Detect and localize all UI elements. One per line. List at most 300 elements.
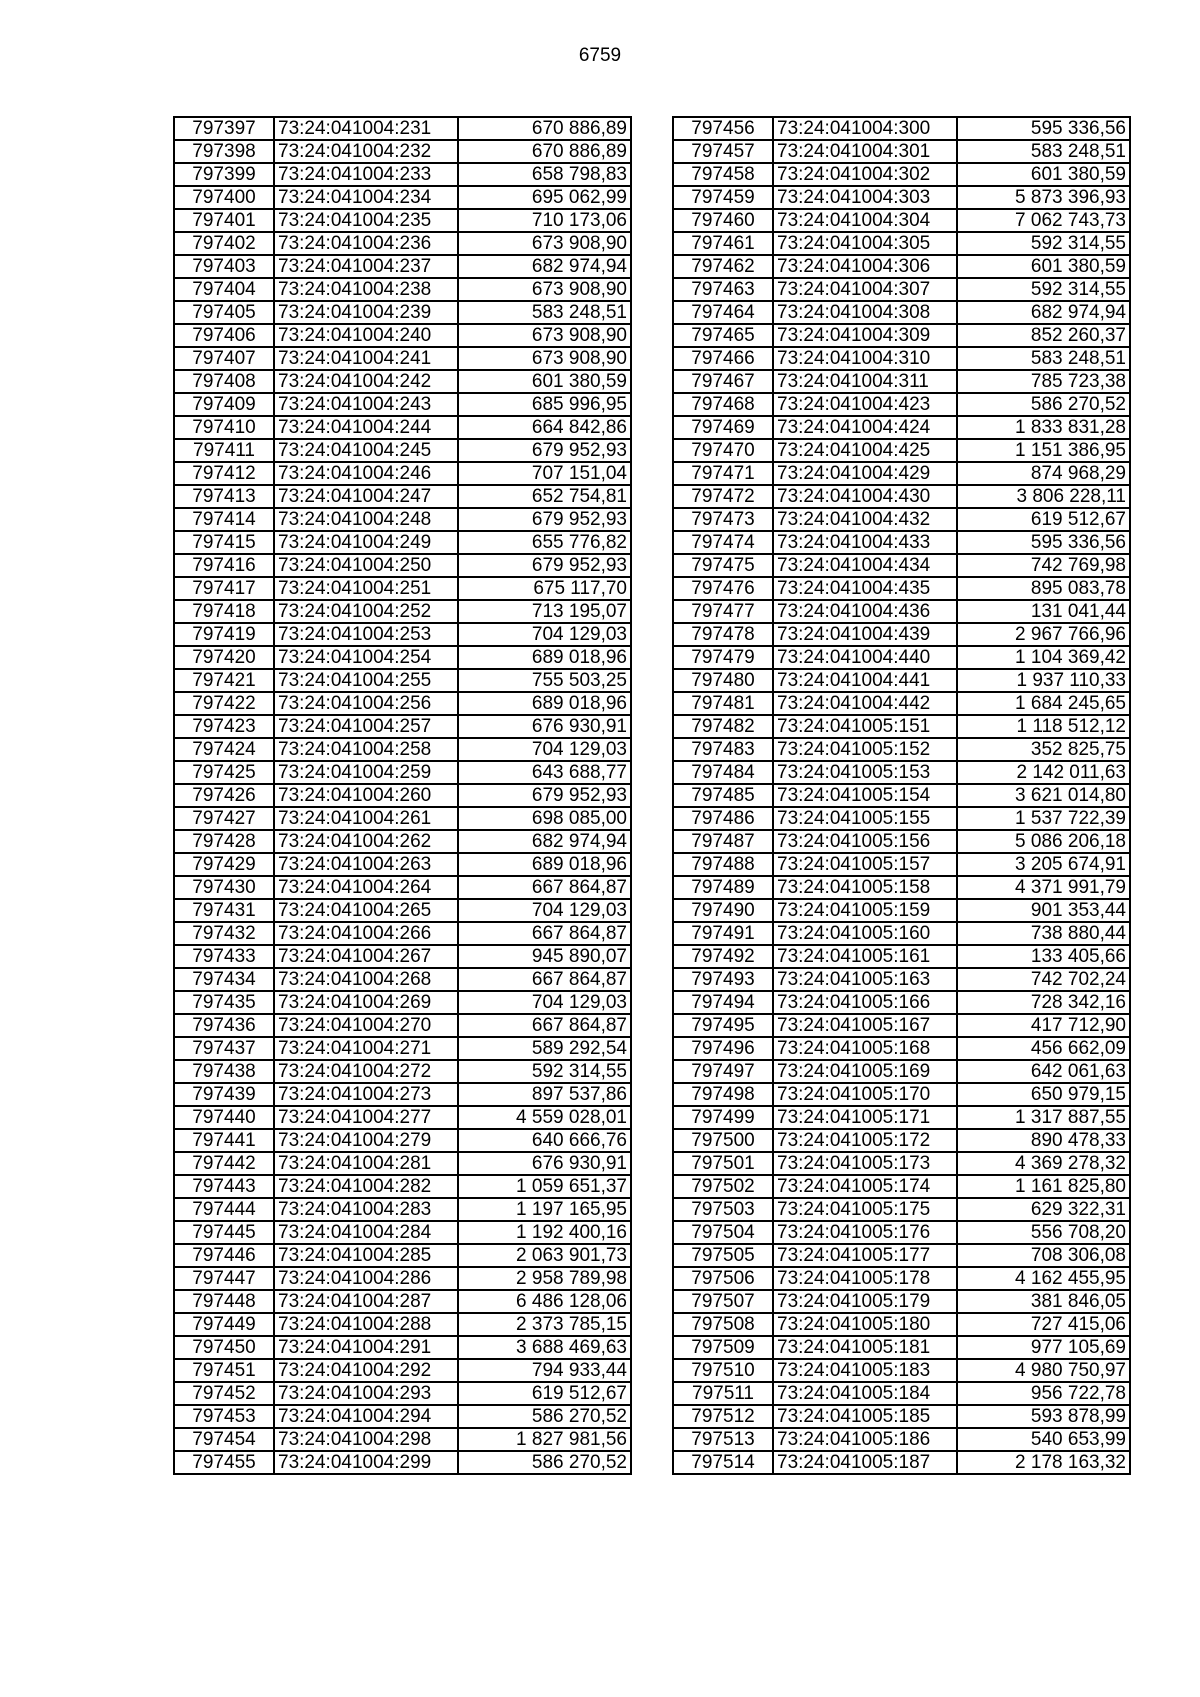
cadastral-value-cell: 583 248,51: [957, 347, 1130, 370]
cadastral-value-cell: 5 086 206,18: [957, 830, 1130, 853]
cadastral-number-cell: 73:24:041004:430: [773, 485, 957, 508]
cadastral-value-cell: 593 878,99: [957, 1405, 1130, 1428]
cadastral-value-cell: 5 873 396,93: [957, 186, 1130, 209]
table-row: [174, 117, 631, 140]
record-number-cell: 797423: [174, 715, 274, 738]
record-number-cell: 797411: [174, 439, 274, 462]
record-number-cell: 797428: [174, 830, 274, 853]
cadastral-value-cell: 667 864,87: [458, 968, 631, 991]
record-number-cell: 797424: [174, 738, 274, 761]
table-row: [673, 508, 1130, 531]
cadastral-number-cell: 73:24:041004:441: [773, 669, 957, 692]
cadastral-value-cell: 727 415,06: [957, 1313, 1130, 1336]
cadastral-number-cell: 73:24:041005:174: [773, 1175, 957, 1198]
cadastral-number-cell: 73:24:041004:283: [274, 1198, 458, 1221]
record-number-cell: 797502: [673, 1175, 773, 1198]
table-row: [174, 761, 631, 784]
record-number-cell: 797483: [673, 738, 773, 761]
record-number-cell: 797453: [174, 1405, 274, 1428]
table-row: [673, 991, 1130, 1014]
cadastral-number-cell: 73:24:041004:234: [274, 186, 458, 209]
record-number-cell: 797442: [174, 1152, 274, 1175]
table-row: [174, 830, 631, 853]
cadastral-number-cell: 73:24:041004:255: [274, 669, 458, 692]
record-number-cell: 797479: [673, 646, 773, 669]
record-number-cell: 797425: [174, 761, 274, 784]
cadastral-number-cell: 73:24:041004:439: [773, 623, 957, 646]
cadastral-number-cell: 73:24:041004:291: [274, 1336, 458, 1359]
table-row: [174, 416, 631, 439]
table-row: [174, 255, 631, 278]
cadastral-value-cell: 2 178 163,32: [957, 1451, 1130, 1474]
cadastral-number-cell: 73:24:041004:303: [773, 186, 957, 209]
table-row: [174, 600, 631, 623]
cadastral-number-cell: 73:24:041005:152: [773, 738, 957, 761]
cadastral-value-cell: 595 336,56: [957, 117, 1130, 140]
record-number-cell: 797454: [174, 1428, 274, 1451]
cadastral-value-cell: 673 908,90: [458, 278, 631, 301]
cadastral-value-cell: 738 880,44: [957, 922, 1130, 945]
cadastral-number-cell: 73:24:041004:247: [274, 485, 458, 508]
record-number-cell: 797478: [673, 623, 773, 646]
cadastral-number-cell: 73:24:041004:246: [274, 462, 458, 485]
cadastral-value-cell: 667 864,87: [458, 1014, 631, 1037]
cadastral-value-cell: 689 018,96: [458, 853, 631, 876]
cadastral-value-cell: 589 292,54: [458, 1037, 631, 1060]
cadastral-value-cell: 1 684 245,65: [957, 692, 1130, 715]
cadastral-value-cell: 679 952,93: [458, 784, 631, 807]
cadastral-number-cell: 73:24:041004:248: [274, 508, 458, 531]
record-number-cell: 797471: [673, 462, 773, 485]
cadastral-value-cell: 352 825,75: [957, 738, 1130, 761]
table-row: [174, 485, 631, 508]
record-number-cell: 797456: [673, 117, 773, 140]
cadastral-value-cell: 682 974,94: [458, 255, 631, 278]
table-row: [673, 1244, 1130, 1267]
cadastral-value-cell: 4 980 750,97: [957, 1359, 1130, 1382]
table-row: [174, 1244, 631, 1267]
record-number-cell: 797397: [174, 117, 274, 140]
record-number-cell: 797449: [174, 1313, 274, 1336]
table-row: [174, 140, 631, 163]
record-number-cell: 797512: [673, 1405, 773, 1428]
cadastral-number-cell: 73:24:041004:307: [773, 278, 957, 301]
cadastral-value-cell: 1 151 386,95: [957, 439, 1130, 462]
cadastral-number-cell: 73:24:041004:277: [274, 1106, 458, 1129]
cadastral-number-cell: 73:24:041004:269: [274, 991, 458, 1014]
cadastral-number-cell: 73:24:041005:181: [773, 1336, 957, 1359]
cadastral-number-cell: 73:24:041004:249: [274, 531, 458, 554]
table-row: [673, 163, 1130, 186]
table-row: [673, 232, 1130, 255]
record-number-cell: 797482: [673, 715, 773, 738]
record-number-cell: 797444: [174, 1198, 274, 1221]
table-row: [673, 462, 1130, 485]
record-number-cell: 797484: [673, 761, 773, 784]
record-number-cell: 797462: [673, 255, 773, 278]
cadastral-number-cell: 73:24:041004:442: [773, 692, 957, 715]
cadastral-number-cell: 73:24:041004:259: [274, 761, 458, 784]
record-number-cell: 797437: [174, 1037, 274, 1060]
cadastral-number-cell: 73:24:041005:167: [773, 1014, 957, 1037]
cadastral-value-cell: 1 118 512,12: [957, 715, 1130, 738]
record-number-cell: 797499: [673, 1106, 773, 1129]
cadastral-number-cell: 73:24:041004:429: [773, 462, 957, 485]
record-number-cell: 797418: [174, 600, 274, 623]
table-row: [174, 899, 631, 922]
record-number-cell: 797421: [174, 669, 274, 692]
table-row: [673, 1359, 1130, 1382]
cadastral-number-cell: 73:24:041004:253: [274, 623, 458, 646]
cadastral-number-cell: 73:24:041005:187: [773, 1451, 957, 1474]
cadastral-number-cell: 73:24:041004:251: [274, 577, 458, 600]
cadastral-number-cell: 73:24:041005:157: [773, 853, 957, 876]
record-number-cell: 797433: [174, 945, 274, 968]
cadastral-number-cell: 73:24:041004:304: [773, 209, 957, 232]
table-row: [174, 1382, 631, 1405]
table-row: [174, 738, 631, 761]
table-row: [174, 1267, 631, 1290]
record-number-cell: 797401: [174, 209, 274, 232]
record-number-cell: 797486: [673, 807, 773, 830]
record-number-cell: 797495: [673, 1014, 773, 1037]
cadastral-value-cell: 670 886,89: [458, 117, 631, 140]
table-row: [673, 1152, 1130, 1175]
table-row: [673, 531, 1130, 554]
table-row: [673, 393, 1130, 416]
cadastral-value-cell: 874 968,29: [957, 462, 1130, 485]
cadastral-value-cell: 679 952,93: [458, 554, 631, 577]
record-number-cell: 797399: [174, 163, 274, 186]
cadastral-value-cell: 7 062 743,73: [957, 209, 1130, 232]
cadastral-value-cell: 2 142 011,63: [957, 761, 1130, 784]
table-row: [673, 807, 1130, 830]
cadastral-number-cell: 73:24:041004:440: [773, 646, 957, 669]
table-row: [673, 1405, 1130, 1428]
table-row: [673, 876, 1130, 899]
table-row: [174, 531, 631, 554]
table-row: [174, 807, 631, 830]
record-number-cell: 797432: [174, 922, 274, 945]
cadastral-value-cell: 652 754,81: [458, 485, 631, 508]
table-row: [673, 784, 1130, 807]
cadastral-value-cell: 901 353,44: [957, 899, 1130, 922]
record-number-cell: 797506: [673, 1267, 773, 1290]
record-number-cell: 797419: [174, 623, 274, 646]
cadastral-number-cell: 73:24:041005:158: [773, 876, 957, 899]
record-number-cell: 797488: [673, 853, 773, 876]
record-number-cell: 797498: [673, 1083, 773, 1106]
cadastral-number-cell: 73:24:041004:424: [773, 416, 957, 439]
table-row: [673, 715, 1130, 738]
cadastral-value-cell: 2 373 785,15: [458, 1313, 631, 1336]
record-number-cell: 797440: [174, 1106, 274, 1129]
table-row: [673, 1382, 1130, 1405]
cadastral-value-cell: 710 173,06: [458, 209, 631, 232]
record-number-cell: 797489: [673, 876, 773, 899]
cadastral-number-cell: 73:24:041005:159: [773, 899, 957, 922]
cadastral-number-cell: 73:24:041004:282: [274, 1175, 458, 1198]
cadastral-number-cell: 73:24:041005:186: [773, 1428, 957, 1451]
cadastral-number-cell: 73:24:041005:184: [773, 1382, 957, 1405]
record-number-cell: 797463: [673, 278, 773, 301]
record-number-cell: 797469: [673, 416, 773, 439]
table-row: [673, 853, 1130, 876]
cadastral-number-cell: 73:24:041004:292: [274, 1359, 458, 1382]
record-number-cell: 797455: [174, 1451, 274, 1474]
record-number-cell: 797441: [174, 1129, 274, 1152]
table-row: [673, 1175, 1130, 1198]
table-row: [673, 577, 1130, 600]
table-row: [174, 163, 631, 186]
table-row: [673, 738, 1130, 761]
cadastral-number-cell: 73:24:041004:302: [773, 163, 957, 186]
table-row: [673, 416, 1130, 439]
record-number-cell: 797491: [673, 922, 773, 945]
cadastral-number-cell: 73:24:041005:151: [773, 715, 957, 738]
cadastral-value-cell: 1 192 400,16: [458, 1221, 631, 1244]
cadastral-value-cell: 640 666,76: [458, 1129, 631, 1152]
record-number-cell: 797513: [673, 1428, 773, 1451]
record-number-cell: 797457: [673, 140, 773, 163]
record-number-cell: 797414: [174, 508, 274, 531]
cadastral-value-cell: 685 996,95: [458, 393, 631, 416]
table-row: [673, 761, 1130, 784]
cadastral-value-cell: 1 197 165,95: [458, 1198, 631, 1221]
cadastral-number-cell: 73:24:041005:156: [773, 830, 957, 853]
table-row: [174, 347, 631, 370]
cadastral-value-cell: 601 380,59: [957, 163, 1130, 186]
record-number-cell: 797458: [673, 163, 773, 186]
cadastral-value-cell: 895 083,78: [957, 577, 1130, 600]
cadastral-value-cell: 619 512,67: [458, 1382, 631, 1405]
table-row: [174, 577, 631, 600]
table-row: [174, 692, 631, 715]
cadastral-number-cell: 73:24:041005:183: [773, 1359, 957, 1382]
record-number-cell: 797465: [673, 324, 773, 347]
cadastral-number-cell: 73:24:041004:271: [274, 1037, 458, 1060]
record-number-cell: 797452: [174, 1382, 274, 1405]
record-number-cell: 797402: [174, 232, 274, 255]
table-row: [174, 209, 631, 232]
table-row: [673, 278, 1130, 301]
record-number-cell: 797493: [673, 968, 773, 991]
cadastral-value-cell: 667 864,87: [458, 922, 631, 945]
record-number-cell: 797426: [174, 784, 274, 807]
record-number-cell: 797412: [174, 462, 274, 485]
cadastral-number-cell: 73:24:041004:433: [773, 531, 957, 554]
cadastral-value-cell: 592 314,55: [957, 232, 1130, 255]
table-row: [673, 600, 1130, 623]
cadastral-value-cell: 586 270,52: [458, 1451, 631, 1474]
cadastral-value-cell: 742 702,24: [957, 968, 1130, 991]
record-number-cell: 797416: [174, 554, 274, 577]
table-row: [673, 186, 1130, 209]
record-number-cell: 797464: [673, 301, 773, 324]
cadastral-value-cell: 956 722,78: [957, 1382, 1130, 1405]
cadastral-number-cell: 73:24:041004:242: [274, 370, 458, 393]
cadastral-number-cell: 73:24:041004:268: [274, 968, 458, 991]
cadastral-number-cell: 73:24:041004:241: [274, 347, 458, 370]
table-row: [174, 853, 631, 876]
record-number-cell: 797480: [673, 669, 773, 692]
record-number-cell: 797485: [673, 784, 773, 807]
record-number-cell: 797435: [174, 991, 274, 1014]
cadastral-number-cell: 73:24:041004:279: [274, 1129, 458, 1152]
cadastral-value-cell: 650 979,15: [957, 1083, 1130, 1106]
cadastral-number-cell: 73:24:041004:288: [274, 1313, 458, 1336]
table-row: [673, 1014, 1130, 1037]
cadastral-value-cell: 4 371 991,79: [957, 876, 1130, 899]
record-number-cell: 797408: [174, 370, 274, 393]
table-row: [673, 1037, 1130, 1060]
table-row: [673, 554, 1130, 577]
record-number-cell: 797459: [673, 186, 773, 209]
cadastral-value-cell: 4 369 278,32: [957, 1152, 1130, 1175]
cadastral-number-cell: 73:24:041004:243: [274, 393, 458, 416]
table-row: [673, 1336, 1130, 1359]
cadastral-value-cell: 586 270,52: [957, 393, 1130, 416]
cadastral-number-cell: 73:24:041004:310: [773, 347, 957, 370]
table-row: [174, 1428, 631, 1451]
cadastral-value-cell: 658 798,83: [458, 163, 631, 186]
cadastral-number-cell: 73:24:041005:180: [773, 1313, 957, 1336]
record-number-cell: 797451: [174, 1359, 274, 1382]
table-row: [673, 1290, 1130, 1313]
record-number-cell: 797501: [673, 1152, 773, 1175]
record-number-cell: 797431: [174, 899, 274, 922]
table-row: [174, 623, 631, 646]
cadastral-value-cell: 583 248,51: [957, 140, 1130, 163]
table-row: [174, 1198, 631, 1221]
cadastral-number-cell: 73:24:041004:284: [274, 1221, 458, 1244]
cadastral-value-cell: 619 512,67: [957, 508, 1130, 531]
table-row: [673, 255, 1130, 278]
cadastral-value-cell: 2 967 766,96: [957, 623, 1130, 646]
record-number-cell: 797443: [174, 1175, 274, 1198]
record-number-cell: 797400: [174, 186, 274, 209]
cadastral-value-cell: 794 933,44: [458, 1359, 631, 1382]
cadastral-number-cell: 73:24:041004:264: [274, 876, 458, 899]
table-row: [174, 232, 631, 255]
cadastral-value-cell: 673 908,90: [458, 324, 631, 347]
table-row: [174, 508, 631, 531]
cadastral-value-cell: 689 018,96: [458, 646, 631, 669]
cadastral-value-cell: 133 405,66: [957, 945, 1130, 968]
table-row: [174, 278, 631, 301]
cadastral-number-cell: 73:24:041004:262: [274, 830, 458, 853]
cadastral-number-cell: 73:24:041004:254: [274, 646, 458, 669]
cadastral-value-cell: 131 041,44: [957, 600, 1130, 623]
cadastral-value-cell: 2 063 901,73: [458, 1244, 631, 1267]
cadastral-value-cell: 586 270,52: [458, 1405, 631, 1428]
record-number-cell: 797514: [673, 1451, 773, 1474]
cadastral-number-cell: 73:24:041005:176: [773, 1221, 957, 1244]
cadastral-table-left: [173, 116, 632, 1475]
record-number-cell: 797508: [673, 1313, 773, 1336]
record-number-cell: 797438: [174, 1060, 274, 1083]
table-row: [174, 301, 631, 324]
table-row: [174, 1313, 631, 1336]
table-row: [673, 370, 1130, 393]
table-row: [673, 646, 1130, 669]
cadastral-value-cell: 4 162 455,95: [957, 1267, 1130, 1290]
table-row: [174, 1451, 631, 1474]
cadastral-number-cell: 73:24:041005:170: [773, 1083, 957, 1106]
cadastral-value-cell: 1 827 981,56: [458, 1428, 631, 1451]
record-number-cell: 797446: [174, 1244, 274, 1267]
record-number-cell: 797422: [174, 692, 274, 715]
cadastral-number-cell: 73:24:041004:244: [274, 416, 458, 439]
cadastral-number-cell: 73:24:041004:263: [274, 853, 458, 876]
cadastral-value-cell: 689 018,96: [458, 692, 631, 715]
cadastral-number-cell: 73:24:041005:185: [773, 1405, 957, 1428]
table-row: [174, 186, 631, 209]
record-number-cell: 797413: [174, 485, 274, 508]
cadastral-number-cell: 73:24:041005:168: [773, 1037, 957, 1060]
table-row: [174, 1014, 631, 1037]
table-row: [174, 393, 631, 416]
table-row: [174, 669, 631, 692]
table-row: [673, 347, 1130, 370]
cadastral-number-cell: 73:24:041004:237: [274, 255, 458, 278]
cadastral-number-cell: 73:24:041004:298: [274, 1428, 458, 1451]
record-number-cell: 797505: [673, 1244, 773, 1267]
cadastral-value-cell: 4 559 028,01: [458, 1106, 631, 1129]
table-row: [174, 439, 631, 462]
cadastral-number-cell: 73:24:041005:172: [773, 1129, 957, 1152]
cadastral-value-cell: 785 723,38: [957, 370, 1130, 393]
cadastral-number-cell: 73:24:041005:163: [773, 968, 957, 991]
record-number-cell: 797415: [174, 531, 274, 554]
record-number-cell: 797468: [673, 393, 773, 416]
cadastral-number-cell: 73:24:041004:250: [274, 554, 458, 577]
record-number-cell: 797466: [673, 347, 773, 370]
table-row: [673, 1267, 1130, 1290]
cadastral-number-cell: 73:24:041004:287: [274, 1290, 458, 1313]
cadastral-number-cell: 73:24:041004:306: [773, 255, 957, 278]
record-number-cell: 797409: [174, 393, 274, 416]
table-row: [673, 1083, 1130, 1106]
cadastral-value-cell: 675 117,70: [458, 577, 631, 600]
record-number-cell: 797503: [673, 1198, 773, 1221]
cadastral-value-cell: 6 486 128,06: [458, 1290, 631, 1313]
cadastral-number-cell: 73:24:041004:308: [773, 301, 957, 324]
cadastral-value-cell: 592 314,55: [458, 1060, 631, 1083]
record-number-cell: 797447: [174, 1267, 274, 1290]
cadastral-value-cell: 3 621 014,80: [957, 784, 1130, 807]
record-number-cell: 797405: [174, 301, 274, 324]
cadastral-value-cell: 713 195,07: [458, 600, 631, 623]
record-number-cell: 797430: [174, 876, 274, 899]
table-body: [174, 117, 631, 1474]
record-number-cell: 797490: [673, 899, 773, 922]
cadastral-value-cell: 583 248,51: [458, 301, 631, 324]
cadastral-value-cell: 670 886,89: [458, 140, 631, 163]
cadastral-value-cell: 643 688,77: [458, 761, 631, 784]
cadastral-value-cell: 667 864,87: [458, 876, 631, 899]
record-number-cell: 797511: [673, 1382, 773, 1405]
record-number-cell: 797496: [673, 1037, 773, 1060]
record-number-cell: 797473: [673, 508, 773, 531]
cadastral-number-cell: 73:24:041005:161: [773, 945, 957, 968]
cadastral-value-cell: 897 537,86: [458, 1083, 631, 1106]
record-number-cell: 797445: [174, 1221, 274, 1244]
cadastral-value-cell: 1 161 825,80: [957, 1175, 1130, 1198]
cadastral-value-cell: 601 380,59: [458, 370, 631, 393]
table-row: [174, 991, 631, 1014]
cadastral-value-cell: 679 952,93: [458, 508, 631, 531]
